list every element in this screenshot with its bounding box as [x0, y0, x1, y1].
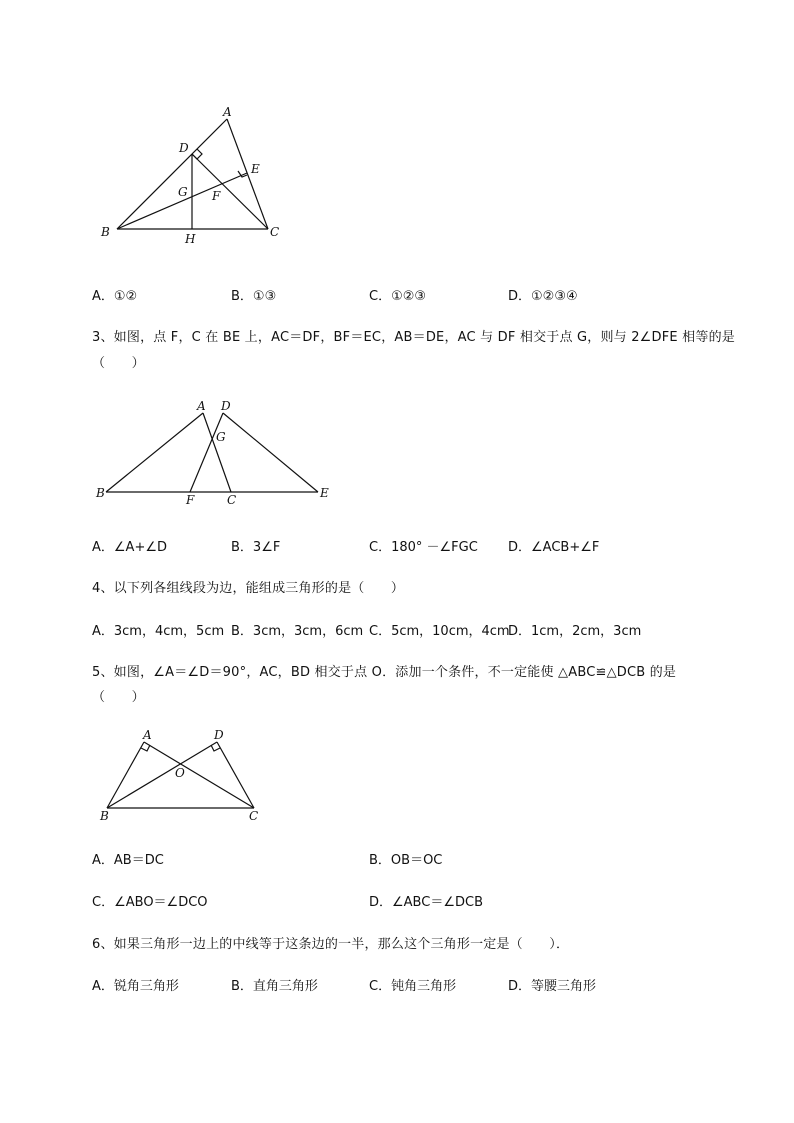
- label-o: O: [175, 766, 185, 780]
- q3-question-text: 3、如图，点 F，C 在 BE 上，AC＝DF，BF＝EC，AB＝DE，AC 与 DF 相交于点 G，则与 2∠DFE 相等的是: [92, 330, 735, 345]
- q3-option-c[interactable]: C．180° －∠FGC: [369, 540, 478, 555]
- label-a: A: [143, 728, 152, 742]
- q3-option-b[interactable]: B．3∠F: [231, 540, 281, 555]
- label-c: C: [270, 225, 280, 239]
- q5-option-c[interactable]: C．∠ABO＝∠DCO: [92, 895, 208, 910]
- label-e: E: [320, 486, 329, 500]
- q2-option-d[interactable]: D．①②③④: [508, 289, 578, 304]
- label-e: E: [251, 162, 260, 176]
- label-c: C: [249, 809, 259, 823]
- q3-option-d[interactable]: D．∠ACB+∠F: [508, 540, 600, 555]
- q5-option-b[interactable]: B．OB＝OC: [369, 853, 443, 868]
- q3-option-a[interactable]: A．∠A+∠D: [92, 540, 167, 555]
- q2-option-b[interactable]: B．①③: [231, 289, 277, 304]
- q5-answer-bracket: （ ）: [92, 690, 145, 705]
- label-d: D: [214, 728, 224, 742]
- label-f: F: [186, 493, 195, 507]
- q4-option-b[interactable]: B．3cm，3cm，6cm: [231, 624, 364, 639]
- label-a: A: [223, 105, 232, 119]
- q5-question-text: 5、如图，∠A＝∠D＝90°，AC，BD 相交于点 O．添加一个条件，不一定能使 △ABC≌△DCB 的是: [92, 665, 677, 680]
- q6-option-c[interactable]: C．钝角三角形: [369, 979, 457, 994]
- q4-question-text: 4、以下列各组线段为边，能组成三角形的是（ ）: [92, 581, 405, 596]
- q6-option-a[interactable]: A．锐角三角形: [92, 979, 179, 994]
- q2-option-a[interactable]: A．①②: [92, 289, 138, 304]
- q5-option-d[interactable]: D．∠ABC＝∠DCB: [369, 895, 483, 910]
- label-b: B: [101, 225, 110, 239]
- q5-option-a[interactable]: A．AB＝DC: [92, 853, 164, 868]
- q6-option-b[interactable]: B．直角三角形: [231, 979, 318, 994]
- q6-option-d[interactable]: D．等腰三角形: [508, 979, 597, 994]
- label-g: G: [216, 430, 226, 444]
- label-f: F: [212, 189, 221, 203]
- label-d: D: [179, 141, 189, 155]
- label-d: D: [221, 399, 231, 413]
- q4-option-a[interactable]: A．3cm，4cm，5cm: [92, 624, 225, 639]
- label-h: H: [185, 232, 196, 246]
- label-g: G: [178, 185, 188, 199]
- label-c: C: [227, 493, 237, 507]
- q4-option-c[interactable]: C．5cm，10cm，4cm: [369, 624, 510, 639]
- q6-question-text: 6、如果三角形一边上的中线等于这条边的一半，那么这个三角形一定是（ ）．: [92, 937, 570, 952]
- q3-answer-bracket: （ ）: [92, 356, 145, 371]
- q2-option-c[interactable]: C．①②③: [369, 289, 427, 304]
- label-b: B: [100, 809, 109, 823]
- label-a: A: [197, 399, 206, 413]
- q4-option-d[interactable]: D．1cm，2cm，3cm: [508, 624, 642, 639]
- label-b: B: [96, 486, 105, 500]
